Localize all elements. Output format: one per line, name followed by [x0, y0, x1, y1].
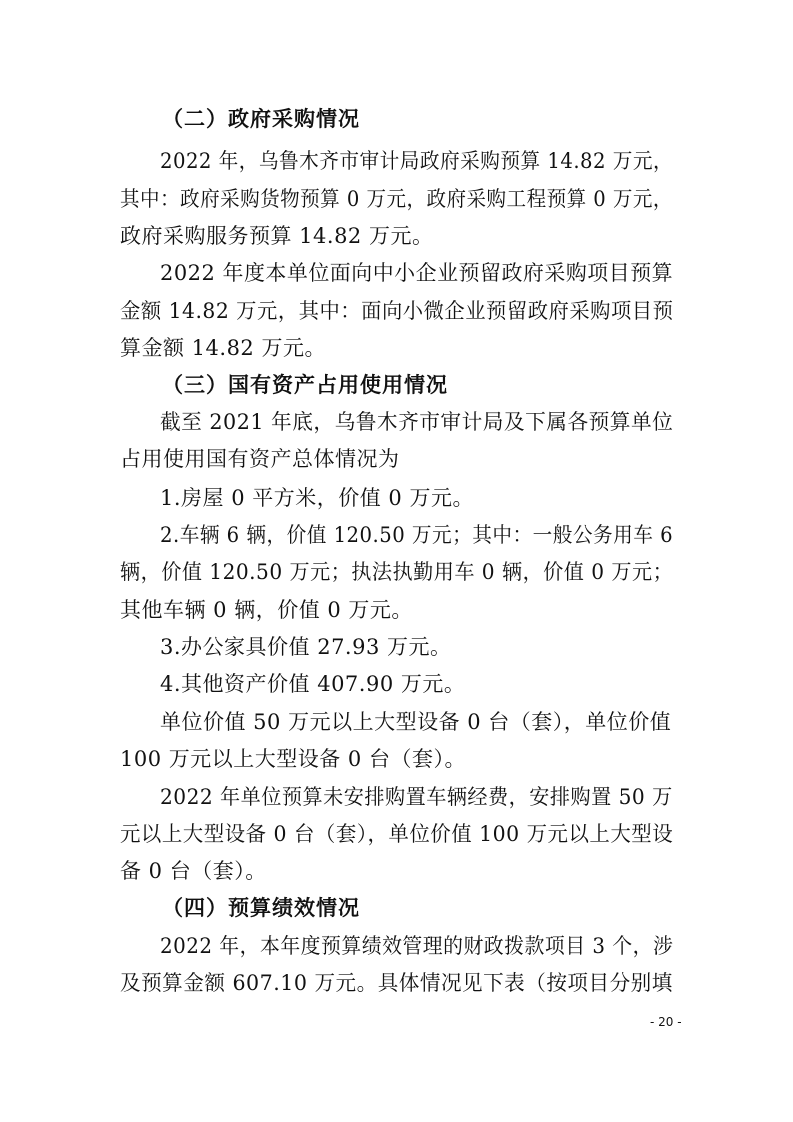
paragraph-line: 1.房屋 0 平方米，价值 0 万元。 [160, 486, 474, 510]
paragraph-line: 辆，价值 120.50 万元；执法执勤用车 0 辆，价值 0 万元； [120, 560, 674, 584]
paragraph-line: 2022 年单位预算未安排购置车辆经费，安排购置 50 万 [160, 785, 673, 809]
paragraph-line: 2.车辆 6 辆，价值 120.50 万元；其中：一般公务用车 6 [160, 523, 674, 547]
paragraph-line: 占用使用国有资产总体情况为 [120, 447, 400, 471]
paragraph-line: 2022 年度本单位面向中小企业预留政府采购项目预算 [160, 261, 674, 285]
paragraph-line: 2022 年，本年度预算绩效管理的财政拨款项目 3 个，涉 [160, 934, 674, 958]
paragraph-line: 算金额 14.82 万元。 [120, 336, 326, 360]
paragraph-line: 3.办公家具价值 27.93 万元。 [160, 635, 452, 659]
paragraph-line: 其中：政府采购货物预算 0 万元，政府采购工程预算 0 万元， [120, 187, 673, 211]
paragraph-line: 4.其他资产价值 407.90 万元。 [160, 672, 466, 696]
paragraph-line: 元以上大型设备 0 台（套），单位价值 100 万元以上大型设 [120, 822, 674, 846]
section-heading-procurement: （二）政府采购情况 [162, 107, 360, 131]
page-number: - 20 - [650, 1015, 682, 1029]
section-heading-performance: （四）预算绩效情况 [162, 896, 360, 920]
paragraph-line: 单位价值 50 万元以上大型设备 0 台（套），单位价值 [160, 710, 672, 734]
paragraph-line: 2022 年，乌鲁木齐市审计局政府采购预算 14.82 万元， [160, 149, 674, 173]
paragraph-line: 及预算金额 607.10 万元。具体情况见下表（按项目分别填 [120, 971, 673, 995]
paragraph-line: 其他车辆 0 辆，价值 0 万元。 [120, 598, 413, 622]
section-heading-state-assets: （三）国有资产占用使用情况 [162, 373, 448, 397]
paragraph-line: 100 万元以上大型设备 0 台（套）。 [120, 747, 466, 771]
paragraph-line: 政府采购服务预算 14.82 万元。 [120, 224, 434, 248]
paragraph-line: 截至 2021 年底，乌鲁木齐市审计局及下属各预算单位 [160, 410, 674, 434]
paragraph-line: 备 0 台（套）。 [120, 859, 267, 883]
paragraph-line: 金额 14.82 万元，其中：面向小微企业预留政府采购项目预 [120, 299, 674, 323]
